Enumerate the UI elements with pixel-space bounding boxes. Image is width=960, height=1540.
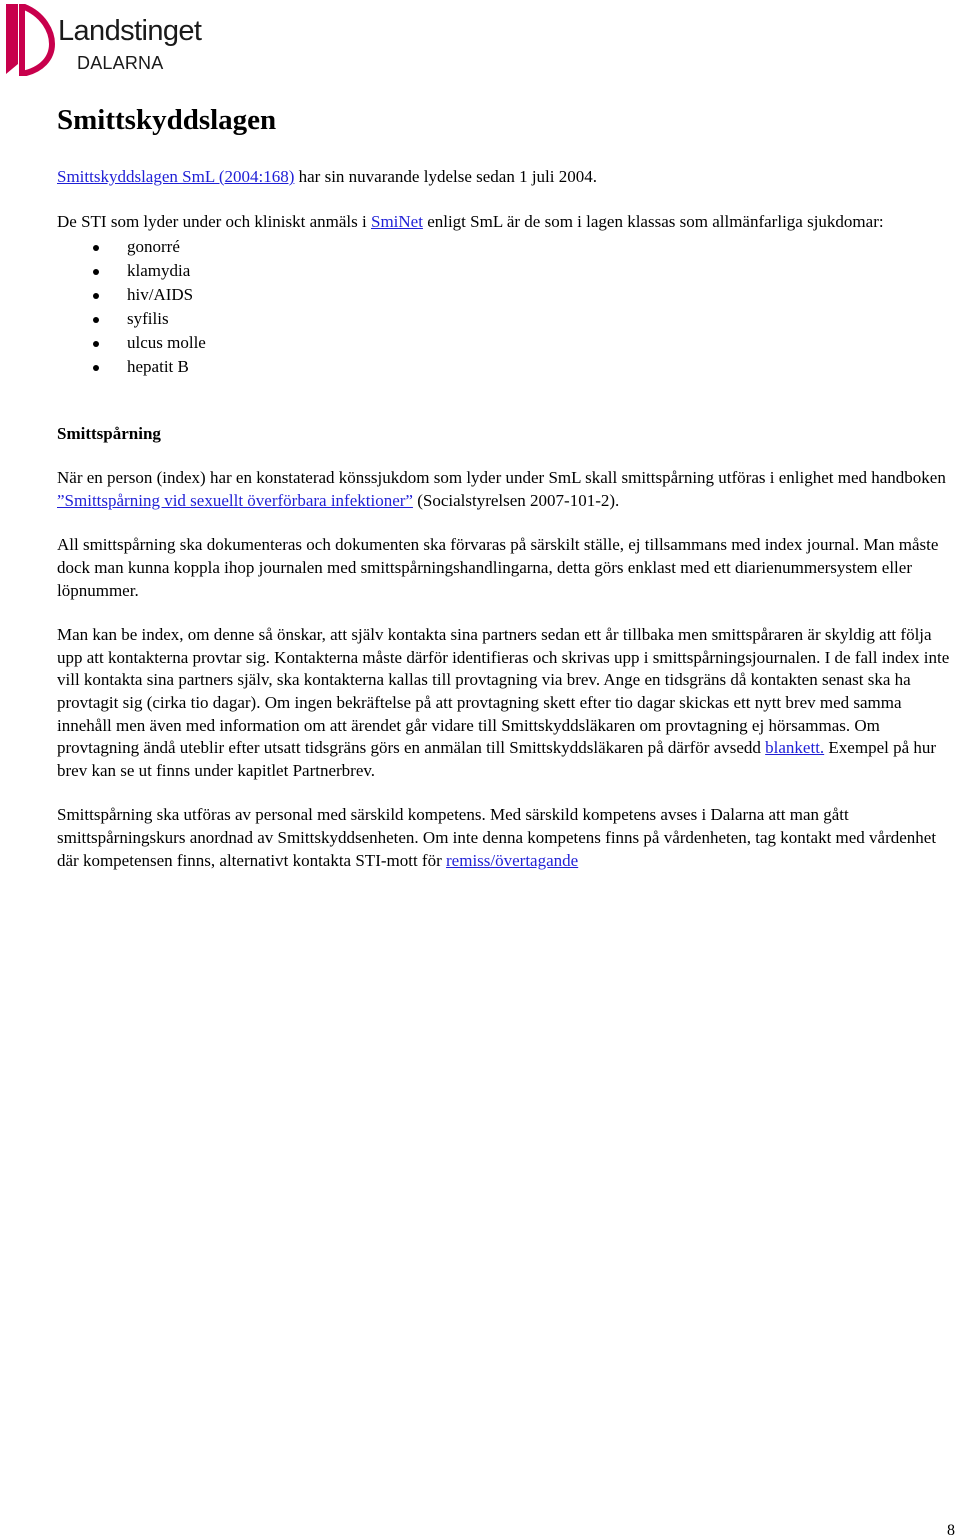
bullet-icon	[93, 245, 99, 251]
sti-text-before: De STI som lyder under och kliniskt anmäls i	[57, 211, 371, 231]
landstinget-dalarna-logo	[4, 4, 202, 76]
competence-paragraph	[57, 804, 957, 872]
contact-paragraph	[57, 624, 957, 782]
sti-text-after: enligt SmL är de som i lagen klassas som allmänfarliga sjukdomar:	[422, 211, 884, 231]
disease-label: ulcus molle	[127, 333, 206, 353]
bullet-icon	[93, 341, 99, 347]
disease-list	[57, 235, 957, 379]
disease-label: hiv/AIDS	[127, 285, 194, 305]
documentation-paragraph: All smittspårning ska dokumenteras och dokumenten ska förvaras på särskilt ställe, ej tillsammans med index journal. Man måste dock man kunna koppla ihop journalen med smittspårningshandlingarna, detta görs enklast med ett diarienummersystem eller löpnummer.	[57, 535, 939, 600]
list-item	[57, 283, 957, 307]
logo-mark-icon	[4, 4, 56, 76]
disease-label: gonorré	[127, 237, 180, 257]
bullet-icon	[93, 365, 99, 371]
disease-label: syfilis	[127, 309, 169, 329]
bullet-icon	[93, 317, 99, 323]
handbook-link[interactable]: ”Smittspårning vid sexuellt överförbara infektioner”	[57, 490, 413, 510]
logo-region-text: DALARNA	[77, 53, 164, 73]
disease-label: hepatit B	[127, 357, 189, 377]
list-item	[57, 235, 957, 259]
disease-label: klamydia	[127, 261, 191, 281]
logo-name-text: Landstinget	[58, 15, 202, 47]
page-title: Smittskyddslagen	[57, 104, 277, 136]
document-body	[57, 100, 957, 872]
intro-text: har sin nuvarande lydelse sedan 1 juli 2004.	[294, 167, 597, 186]
remiss-link[interactable]: remiss/övertagande	[446, 850, 579, 870]
bullet-icon	[93, 293, 99, 299]
index-text-before: När en person (index) har en konstaterad könssjukdom som lyder under SmL skall smittspårning utföras i enlighet med handboken	[57, 468, 946, 488]
sminet-link[interactable]: SmiNet	[370, 211, 423, 231]
list-item	[57, 355, 957, 379]
list-item	[57, 331, 957, 355]
sml-law-link[interactable]: Smittskyddslagen SmL (2004:168)	[57, 167, 295, 186]
index-text-after: (Socialstyrelsen 2007-101-2).	[412, 490, 620, 510]
section-heading-smittsparning: Smittspårning	[57, 424, 161, 444]
list-item	[57, 259, 957, 283]
list-item	[57, 307, 957, 331]
sti-paragraph	[57, 211, 957, 234]
intro-paragraph	[57, 166, 957, 189]
index-paragraph	[57, 467, 957, 512]
contact-text-after: Exempel på hur brev kan se ut finns under kapitlet Partnerbrev.	[57, 738, 937, 780]
page-number: 8	[947, 1522, 955, 1539]
contact-text-before: Man kan be index, om denne så önskar, att själv kontakta sina partners sedan ett år tillbaka men smittspåraren är skyldig att följa upp att kontakterna provtar sig. Kontakterna måste därför identifieras och skrivas upp i smittspårningsjournalen. I de fall index inte vill kontakta sina partners själv, ska kontakterna kallas till provtagning via brev. Ange en tidsgräns då kontakten senast ska ha provtagit sig (cirka tio dagar). Om ingen bekräftelse på att provtagning skett efter tio dagar skickas ett nytt brev med samma innehåll men även med information om att ärendet går vidare till Smittskyddsläkaren om provtagning ej hörsammas. Om provtagning ändå uteblir efter utsatt tidsgräns görs en anmälan till Smittskyddsläkaren på därför avsedd	[57, 625, 950, 758]
competence-text-before: Smittspårning ska utföras av personal med särskild kompetens. Med särskild kompetens avses i Dalarna att man gått smittspårningskurs anordnad av Smittskyddsenheten. Om inte denna kompetens finns på vårdenheten, tag kontakt med vårdenhet där kompetensen finns, alternativt kontakta STI-mott för	[57, 805, 937, 870]
blankett-link[interactable]: blankett.	[765, 738, 825, 758]
bullet-icon	[93, 269, 99, 275]
